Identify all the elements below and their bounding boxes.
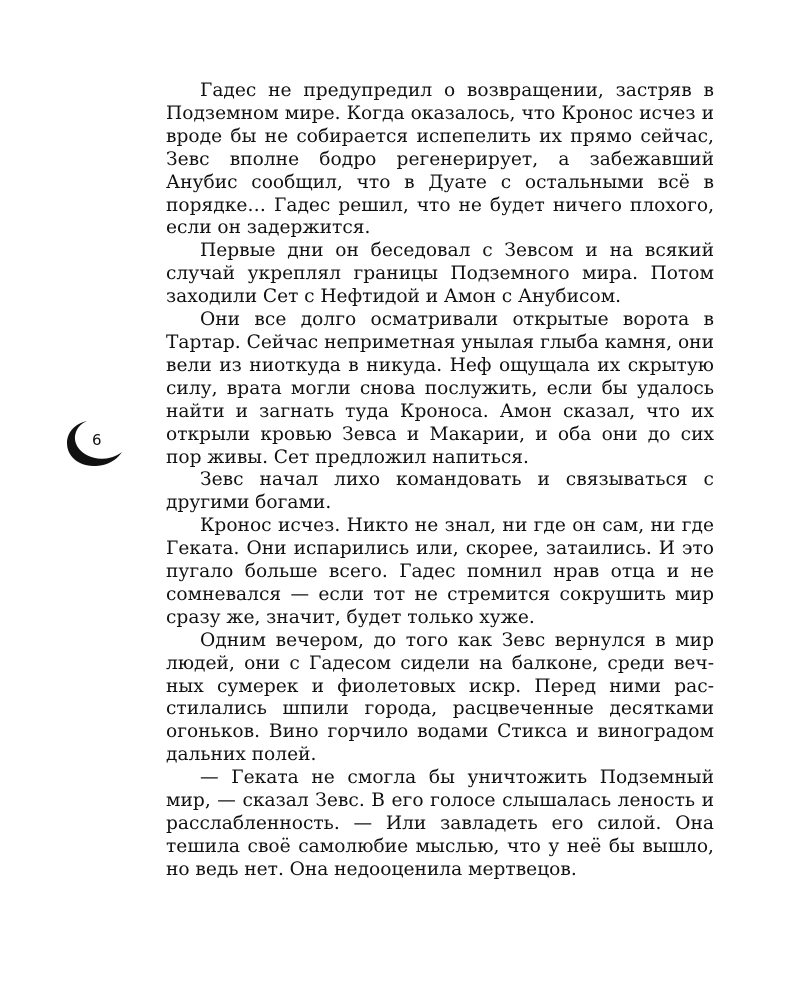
paragraph: Одним вечером, до того как Зевс вернулся в мир людей, они с Гадесом сидели на балконе, среди вечных сумерек и фиолетовых искр. Перед ними расстилались шпили города, расцвеченные десятками огоньков. Вино горчило водами Стикса и виноградом дальних полей.: [166, 629, 714, 766]
page-folio: [64, 418, 126, 468]
paragraph: — Геката не смогла бы уничтожить Подземный мир, — сказал Зевс. В его голосе слышалась леность и расслабленность. — Или завладеть его силой. Она тешила своё самолюбие мыслью, что у неё бы вышло, но ведь нет. Она недооценила мертвецов.: [166, 767, 714, 880]
page-number: 6: [92, 431, 102, 449]
body-text: [166, 80, 714, 882]
paragraph: Они все долго осматривали открытые ворота в Тартар. Сейчас неприметная унылая глыба камня, они вели из ниоткуда в никуда. Неф ощущала их скрытую силу, врата могли снова послужить, если бы удалось найти и загнать туда Кроноса. Амон сказал, что их открыли кровью Зевса и Макарии, и оба они до сих пор живы. Сет предложил напиться.: [166, 309, 714, 468]
paragraph: Зевс начал лихо командовать и связываться с другими богами.: [166, 469, 714, 514]
paragraph: Кронос исчез. Никто не знал, ни где он сам, ни где Геката. Они испарились или, скорее, затаились. И это пугало больше всего. Гадес помнил нрав отца и не сомневался — если тот не стремится сокрушить мир сразу же, значит, будет только хуже.: [166, 515, 714, 628]
paragraph: Первые дни он беседовал с Зевсом и на всякий случай укреплял границы Подземного мира. Потом заходили Сет с Нефтидой и Амон с Анубисом.: [166, 240, 714, 308]
paragraph: Гадес не предупредил о возвращении, застряв в Подземном мире. Когда оказалось, что Кронос исчез и вроде бы не собирается испепелить их прямо сейчас, Зевс вполне бодро регенерирует, а забежавший Анубис сообщил, что в Дуате с остальными всё в порядке… Гадес решил, что не будет ничего плохого, если он задержится.: [166, 80, 714, 239]
